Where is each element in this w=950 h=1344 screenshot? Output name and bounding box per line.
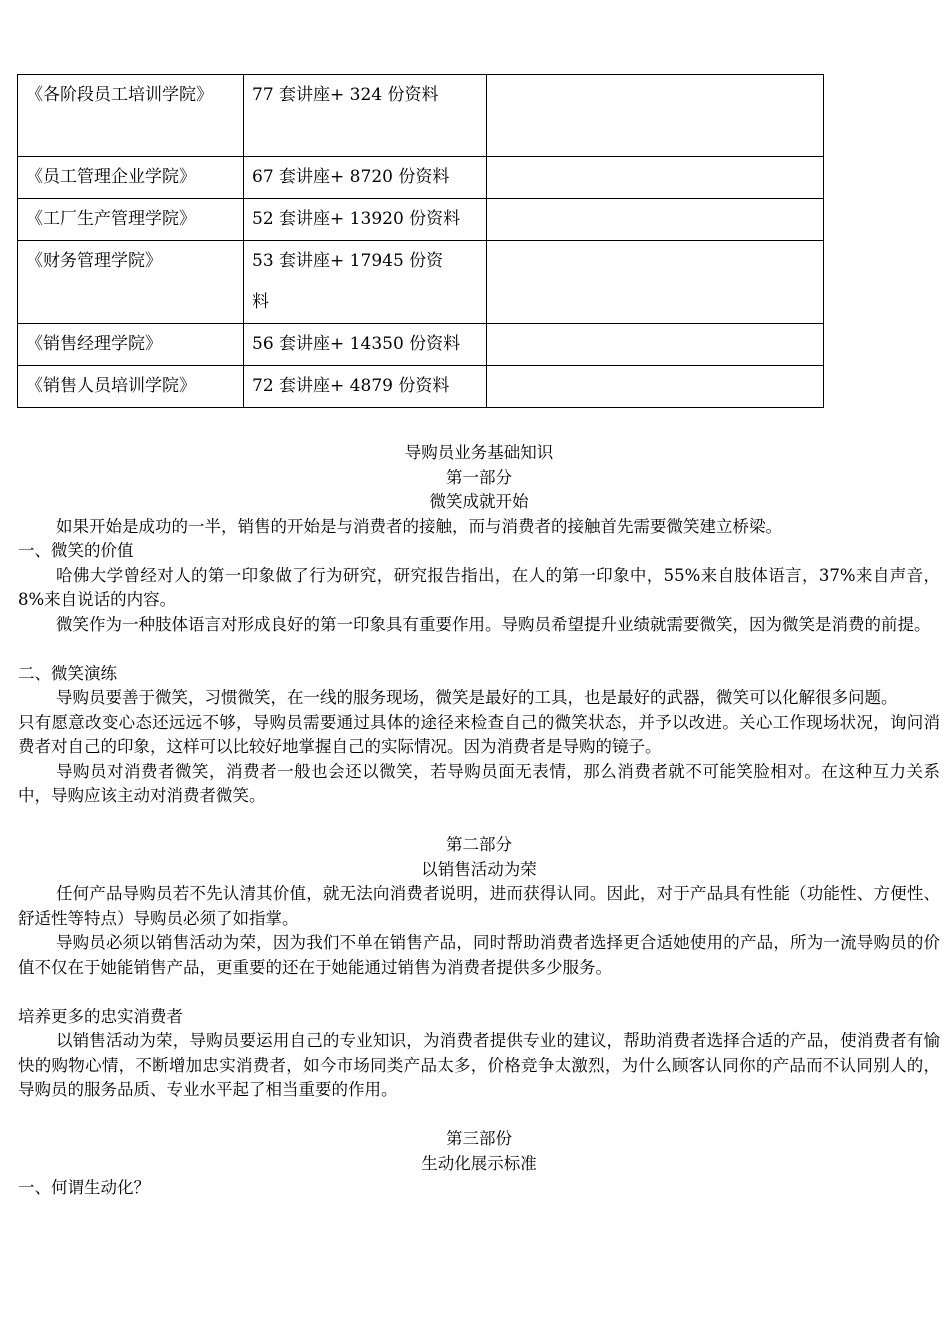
course-note-cell <box>487 324 824 366</box>
course-note-cell <box>487 241 824 324</box>
paragraph: 以销售活动为荣，导购员要运用自己的专业知识，为消费者提供专业的建议，帮助消费者选择合适的产品，使消费者有愉快的购物心情，不断增加忠实消费者，如今市场同类产品太多，价格竞争太激烈，为什么顾客认同你的产品而不认同别人的，导购员的服务品质、专业水平起了相当重要的作用。 <box>18 1031 940 1099</box>
course-content-cell: 53 套讲座+ 17945 份资料 <box>244 241 487 324</box>
paragraph: 只有愿意改变心态还远远不够，导购员需要通过具体的途径来检查自己的微笑状态，并予以改进。关心工作现场状况，询问消费者对自己的印象，这样可以比较好地掌握自己的实际情况。因为消费者是导购的镜子。 <box>18 712 940 756</box>
paragraph: 导购员要善于微笑，习惯微笑，在一线的服务现场，微笑是最好的工具，也是最好的武器，微笑可以化解很多问题。 <box>55 688 898 707</box>
part1-subtitle: 微笑成就开始 <box>429 492 529 511</box>
course-note-cell <box>487 366 824 408</box>
document-title: 导购员业务基础知识 <box>404 443 554 462</box>
course-name-cell: 《员工管理企业学院》 <box>18 157 244 199</box>
course-name-cell: 《各阶段员工培训学院》 <box>18 75 244 157</box>
section-heading: 一、何谓生动化？ <box>18 1178 150 1197</box>
part1-heading: 第一部分 <box>446 467 512 487</box>
course-content-cell: 56 套讲座+ 14350 份资料 <box>244 324 487 366</box>
paragraph: 如果开始是成功的一半，销售的开始是与消费者的接触，而与消费者的接触首先需要微笑建立桥梁。 <box>55 516 782 536</box>
course-name-cell: 《工厂生产管理学院》 <box>18 199 244 241</box>
part2-heading: 第二部分 <box>446 835 512 854</box>
course-name-cell: 《财务管理学院》 <box>18 241 244 324</box>
part2-subtitle: 以销售活动为荣 <box>421 859 537 879</box>
table-row <box>18 366 824 408</box>
course-note-cell <box>487 75 824 157</box>
section-heading: 培养更多的忠实消费者 <box>18 1006 183 1026</box>
table-row <box>18 75 824 157</box>
course-name-cell: 《销售经理学院》 <box>18 324 244 366</box>
course-content-cell: 77 套讲座+ 324 份资料 <box>244 75 487 157</box>
course-content-cell: 67 套讲座+ 8720 份资料 <box>244 157 487 199</box>
course-content-cell: 72 套讲座+ 4879 份资料 <box>244 366 487 408</box>
table-row <box>18 157 824 199</box>
course-note-cell <box>487 199 824 241</box>
catalog-table <box>17 74 824 408</box>
course-note-cell <box>487 157 824 199</box>
document-body <box>18 441 940 1201</box>
table-row <box>18 199 824 241</box>
paragraph: 微笑作为一种肢体语言对形成良好的第一印象具有重要作用。导购员希望提升业绩就需要微笑，因为微笑是消费的前提。 <box>55 614 931 634</box>
section-heading: 一、微笑的价值 <box>18 541 134 560</box>
section-heading: 二、微笑演练 <box>18 663 117 683</box>
paragraph: 导购员对消费者微笑，消费者一般也会还以微笑，若导购员面无表情，那么消费者就不可能笑脸相对。在这种互力关系中，导购应该主动对消费者微笑。 <box>18 761 940 805</box>
course-content-cell: 52 套讲座+ 13920 份资料 <box>244 199 487 241</box>
course-name-cell: 《销售人员培训学院》 <box>18 366 244 408</box>
table-row <box>18 241 824 324</box>
paragraph: 哈佛大学曾经对人的第一印象做了行为研究，研究报告指出，在人的第一印象中，55%来自肢体语言，37%来自声音，8%来自说话的内容。 <box>18 565 940 609</box>
paragraph: 任何产品导购员若不先认清其价值，就无法向消费者说明，进而获得认同。因此，对于产品具有性能（功能性、方便性、舒适性等特点）导购员必须了如指掌。 <box>18 884 940 928</box>
part3-subtitle: 生动化展示标准 <box>421 1153 537 1173</box>
part3-heading: 第三部份 <box>446 1129 512 1148</box>
paragraph: 导购员必须以销售活动为荣，因为我们不单在销售产品，同时帮助消费者选择更合适她使用的产品，所为一流导购员的价值不仅在于她能销售产品，更重要的还在于她能通过销售为消费者提供多少服务。 <box>18 933 940 977</box>
table-row <box>18 324 824 366</box>
